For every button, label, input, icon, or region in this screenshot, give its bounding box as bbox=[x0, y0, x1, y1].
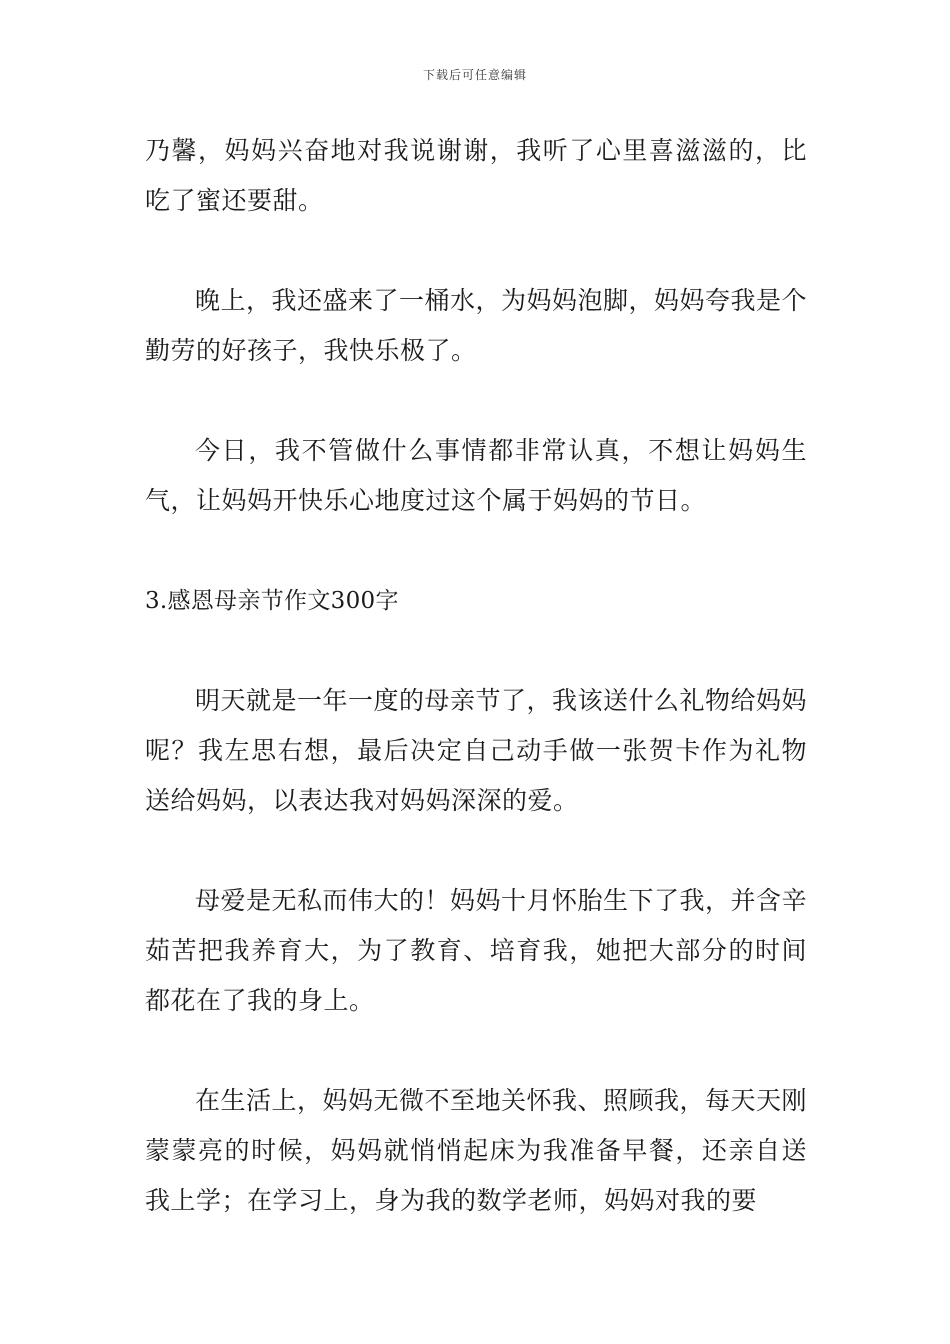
paragraph-gap bbox=[145, 626, 807, 676]
paragraph-gap bbox=[145, 226, 807, 276]
paragraph: 母爱是无私而伟大的！妈妈十月怀胎生下了我，并含辛茹苦把我养育大，为了教育、培育我，她把大部分的时间都花在了我的身上。 bbox=[145, 886, 808, 1015]
paragraph-gap bbox=[145, 526, 807, 576]
paragraph-gap bbox=[145, 1026, 807, 1076]
paragraph: 明天就是一年一度的母亲节了，我该送什么礼物给妈妈呢？我左思右想，最后决定自己动手做一张贺卡作为礼物送给妈妈，以表达我对妈妈深深的爱。 bbox=[145, 686, 808, 815]
paragraph-continuation: 乃馨，妈妈兴奋地对我说谢谢，我听了心里喜滋滋的，比吃了蜜还要甜。 bbox=[145, 136, 807, 215]
document-body bbox=[145, 126, 807, 1226]
paragraph: 在生活上，妈妈无微不至地关怀我、照顾我，每天天刚蒙蒙亮的时候，妈妈就悄悄起床为我准备早餐，还亲自送我上学；在学习上，身为我的数学老师，妈妈对我的要 bbox=[145, 1086, 808, 1215]
paragraph-gap bbox=[145, 376, 807, 426]
paragraph-gap bbox=[145, 826, 807, 876]
paragraph: 今日，我不管做什么事情都非常认真，不想让妈妈生气，让妈妈开快乐心地度过这个属于妈妈的节日。 bbox=[145, 436, 807, 515]
paragraph: 晚上，我还盛来了一桶水，为妈妈泡脚，妈妈夸我是个勤劳的好孩子，我快乐极了。 bbox=[145, 286, 808, 365]
header-note: 下载后可任意编辑 bbox=[422, 68, 527, 82]
section-heading: 3.感恩母亲节作文300字 bbox=[145, 588, 399, 614]
